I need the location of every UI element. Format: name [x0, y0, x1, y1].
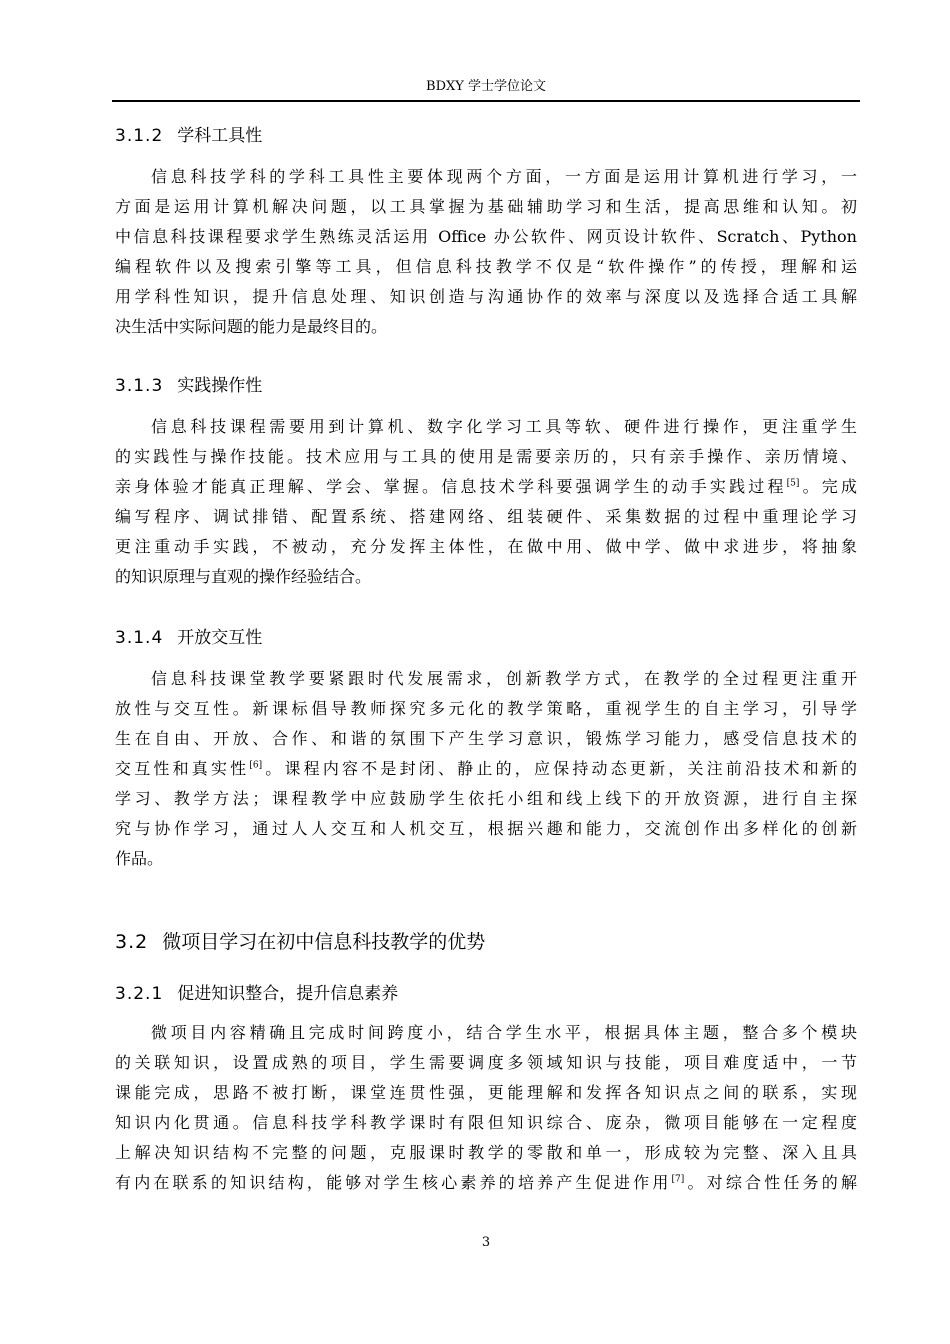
text-run: 。对综合性任务的解 — [684, 1173, 857, 1192]
text-run: 亲身体验才能真正理解、学会、掌握。信息技术学科要强调学生的动手实践过程 — [115, 477, 787, 496]
text-run: 有内在联系的知识结构，能够对学生核心素养的培养产生促进作用 — [115, 1173, 672, 1192]
section-title: 促进知识整合，提升信息素养 — [177, 984, 399, 1004]
text-line: 的关联知识，设置成熟的项目，学生需要调度多领域知识与技能，项目难度适中，一节 — [115, 1053, 857, 1072]
text-line: 微项目内容精确且完成时间跨度小，结合学生水平，根据具体主题，整合多个模块 — [151, 1023, 857, 1042]
section-heading-3-1-4 — [115, 627, 855, 649]
header-rule — [112, 100, 860, 102]
text-line — [115, 754, 857, 784]
section-heading-3-1-2 — [115, 125, 855, 147]
text-line: 学习、教学方法；课程教学中应鼓励学生依托小组和线上线下的开放资源，进行自主探 — [115, 789, 857, 808]
citation-mark: [7] — [671, 1174, 685, 1185]
section-heading-3-2 — [115, 930, 855, 954]
paragraph-3-1-4 — [115, 664, 857, 874]
text-line: 信息科技课堂教学要紧跟时代发展需求，创新教学方式，在教学的全过程更注重开 — [151, 669, 857, 688]
text-run: 。完成 — [799, 477, 857, 496]
text-line: 的实践性与操作技能。技术应用与工具的使用是需要亲历的，只有亲手操作、亲历情境、 — [115, 447, 857, 466]
text-line: 生在自由、开放、合作、和谐的氛围下产生学习意识，锻炼学习能力，感受信息技术的 — [115, 729, 857, 748]
section-number: 3.1.4 — [115, 628, 164, 648]
citation-mark: [6] — [249, 760, 263, 771]
text-line: 课能完成，思路不被打断，课堂连贯性强，更能理解和发挥各知识点之间的联系，实现 — [115, 1083, 857, 1102]
paragraph-3-1-3 — [115, 412, 857, 592]
text-line: 用学科性知识，提升信息处理、知识创造与沟通协作的效率与深度以及选择合适工具解 — [115, 287, 857, 306]
citation-mark: [5] — [786, 478, 800, 489]
text-line: 决生活中实际问题的能力是最终目的。 — [115, 317, 388, 336]
page-number: 3 — [481, 1235, 491, 1250]
section-number: 3.2 — [115, 931, 149, 953]
text-line: 更注重动手实践，不被动，充分发挥主体性，在做中用、做中学、做中求进步，将抽象 — [115, 537, 857, 556]
section-number: 3.2.1 — [115, 984, 164, 1004]
text-line: 作品。 — [115, 849, 164, 868]
text-line: 究与协作学习，通过人人交互和人机交互，根据兴趣和能力，交流创作出多样化的创新 — [115, 819, 857, 838]
running-header: BDXY 学士学位论文 — [426, 79, 546, 94]
text-run: 。课程内容不是封闭、静止的，应保持动态更新，关注前沿技术和新的 — [262, 759, 857, 778]
section-heading-3-2-1 — [115, 983, 855, 1005]
paragraph-3-2-1 — [115, 1018, 857, 1198]
section-title: 微项目学习在初中信息科技教学的优势 — [162, 931, 486, 953]
text-line: 放性与交互性。新课标倡导教师探究多元化的教学策略，重视学生的自主学习，引导学 — [115, 699, 857, 718]
text-line: 的知识原理与直观的操作经验结合。 — [115, 567, 372, 586]
section-heading-3-1-3 — [115, 375, 855, 397]
text-line: 信息科技课程需要用到计算机、数字化学习工具等软、硬件进行操作，更注重学生 — [151, 417, 857, 436]
section-title: 学科工具性 — [177, 126, 263, 146]
text-line: 中信息科技课程要求学生熟练灵活运用 Office 办公软件、网页设计软件、Scratch、Python — [115, 227, 857, 246]
text-run: 交互性和真实性 — [115, 759, 250, 778]
section-title: 实践操作性 — [177, 376, 263, 396]
section-number: 3.1.3 — [115, 376, 164, 396]
section-title: 开放交互性 — [177, 628, 263, 648]
paragraph-3-1-2 — [115, 162, 857, 342]
text-line: 编写程序、调试排错、配置系统、搭建网络、组装硬件、采集数据的过程中重理论学习 — [115, 507, 857, 526]
text-line: 知识内化贯通。信息科技学科教学课时有限但知识综合、庞杂，微项目能够在一定程度 — [115, 1113, 857, 1132]
text-line: 信息科技学科的学科工具性主要体现两个方面，一方面是运用计算机进行学习，一 — [151, 167, 857, 186]
text-line: 方面是运用计算机解决问题，以工具掌握为基础辅助学习和生活，提高思维和认知。初 — [115, 197, 857, 216]
text-line — [115, 1168, 857, 1198]
text-line: 上解决知识结构不完整的问题，克服课时教学的零散和单一，形成较为完整、深入且具 — [115, 1143, 857, 1162]
text-line — [115, 472, 857, 502]
section-number: 3.1.2 — [115, 126, 164, 146]
text-line: 编程软件以及搜索引擎等工具，但信息科技教学不仅是“软件操作”的传授，理解和运 — [115, 257, 857, 276]
